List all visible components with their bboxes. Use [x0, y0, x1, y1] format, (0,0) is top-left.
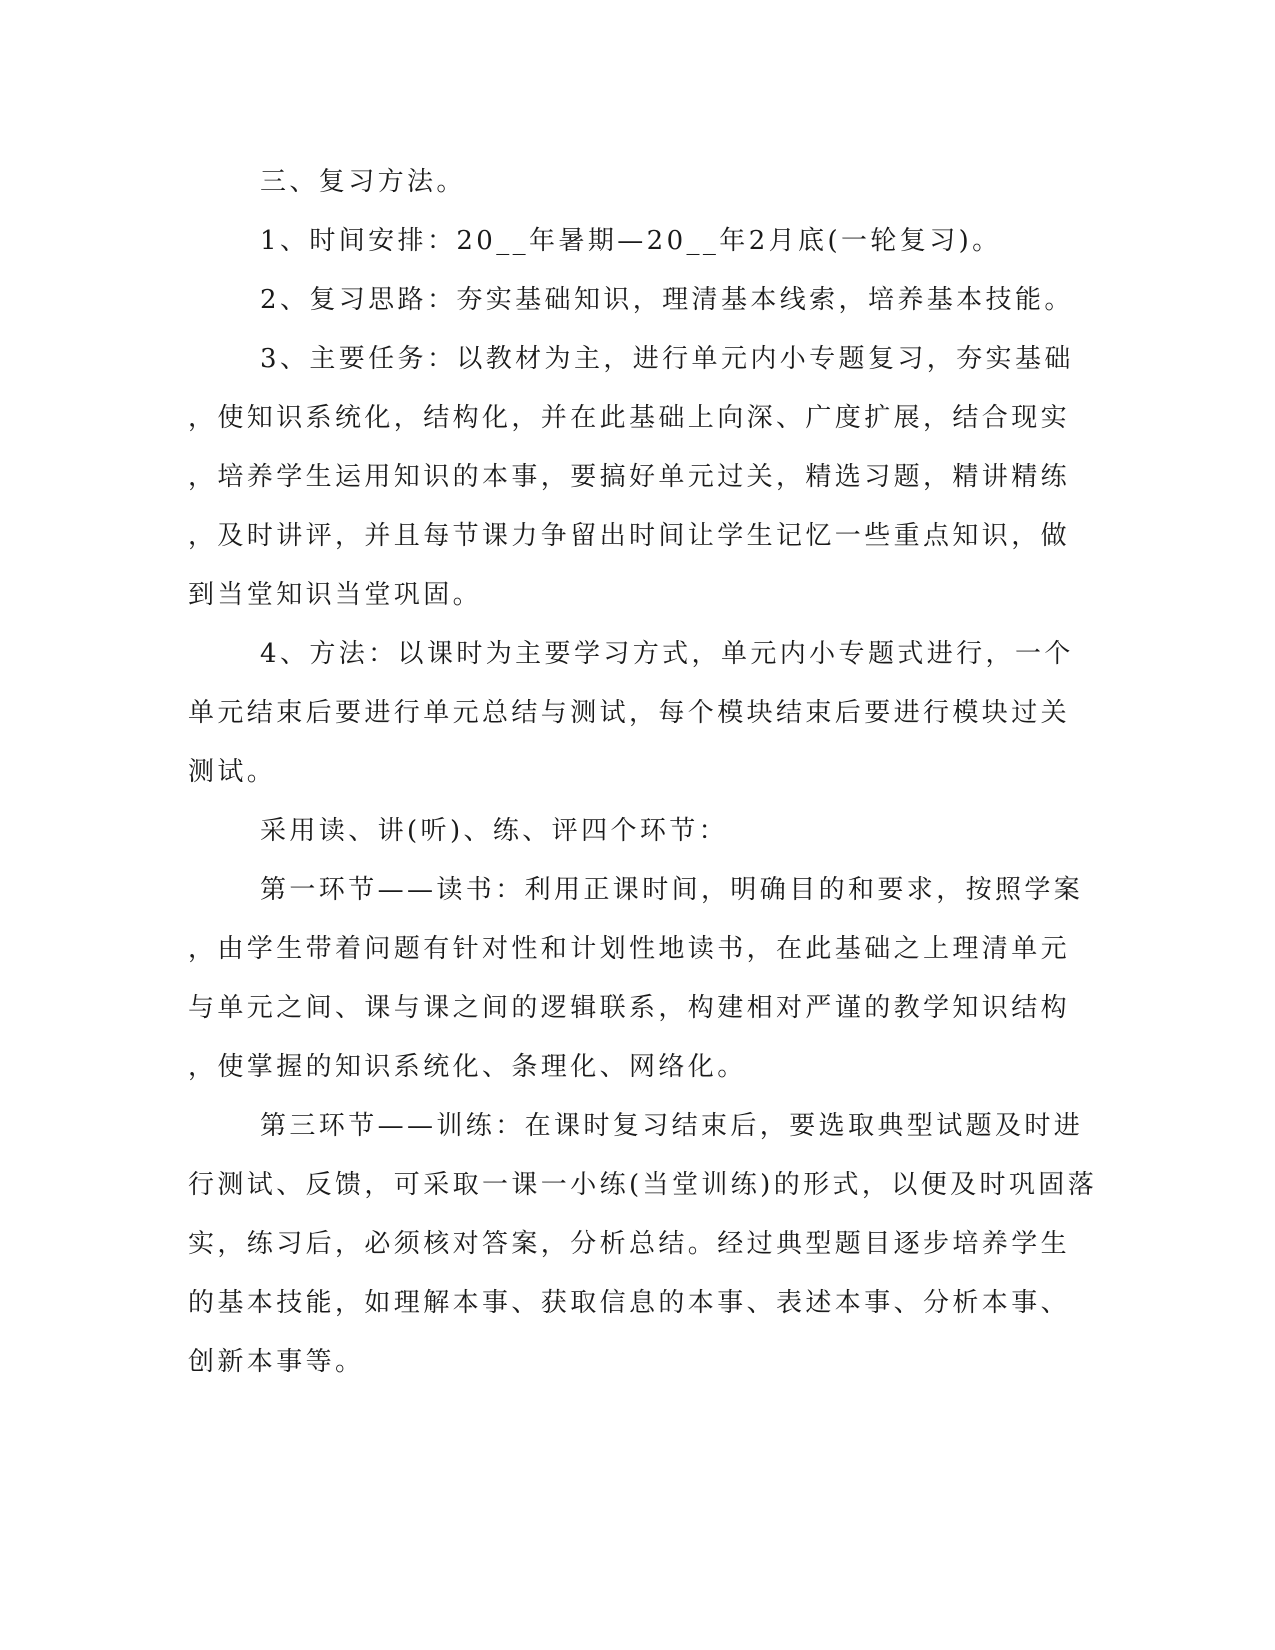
paragraph-line: 采用读、讲(听)、练、评四个环节：	[260, 816, 729, 846]
paragraph-line: 到当堂知识当堂巩固。	[188, 580, 483, 610]
paragraph-line: 测试。	[188, 757, 277, 787]
section-heading: 三、复习方法。	[260, 167, 466, 197]
paragraph-line: 1、时间安排：20__年暑期—20__年2月底(一轮复习)。	[260, 226, 1002, 256]
paragraph-line: 单元结束后要进行单元总结与测试，每个模块结束后要进行模块过关	[188, 698, 1071, 728]
paragraph-line: ，由学生带着问题有针对性和计划性地读书，在此基础之上理清单元	[188, 934, 1071, 964]
paragraph-line: 3、主要任务：以教材为主，进行单元内小专题复习，夯实基础	[260, 344, 1074, 374]
paragraph-line: ，使掌握的知识系统化、条理化、网络化。	[188, 1052, 747, 1082]
paragraph-line: 实，练习后，必须核对答案，分析总结。经过典型题目逐步培养学生	[188, 1229, 1071, 1259]
paragraph-line: ，培养学生运用知识的本事，要搞好单元过关，精选习题，精讲精练	[188, 462, 1071, 492]
paragraph-line: 第一环节——读书：利用正课时间，明确目的和要求，按照学案	[260, 875, 1084, 905]
paragraph-line: 2、复习思路：夯实基础知识，理清基本线索，培养基本技能。	[260, 285, 1074, 315]
paragraph-line: ，及时讲评，并且每节课力争留出时间让学生记忆一些重点知识，做	[188, 521, 1071, 551]
paragraph-line: 4、方法：以课时为主要学习方式，单元内小专题式进行，一个	[260, 639, 1074, 669]
paragraph-line: 创新本事等。	[188, 1347, 365, 1377]
paragraph-line: 的基本技能，如理解本事、获取信息的本事、表述本事、分析本事、	[188, 1288, 1071, 1318]
paragraph-line: 行测试、反馈，可采取一课一小练(当堂训练)的形式，以便及时巩固落	[188, 1170, 1098, 1200]
paragraph-line: 第三环节——训练：在课时复习结束后，要选取典型试题及时进	[260, 1111, 1084, 1141]
paragraph-line: 与单元之间、课与课之间的逻辑联系，构建相对严谨的教学知识结构	[188, 993, 1071, 1023]
paragraph-line: ，使知识系统化，结构化，并在此基础上向深、广度扩展，结合现实	[188, 403, 1071, 433]
